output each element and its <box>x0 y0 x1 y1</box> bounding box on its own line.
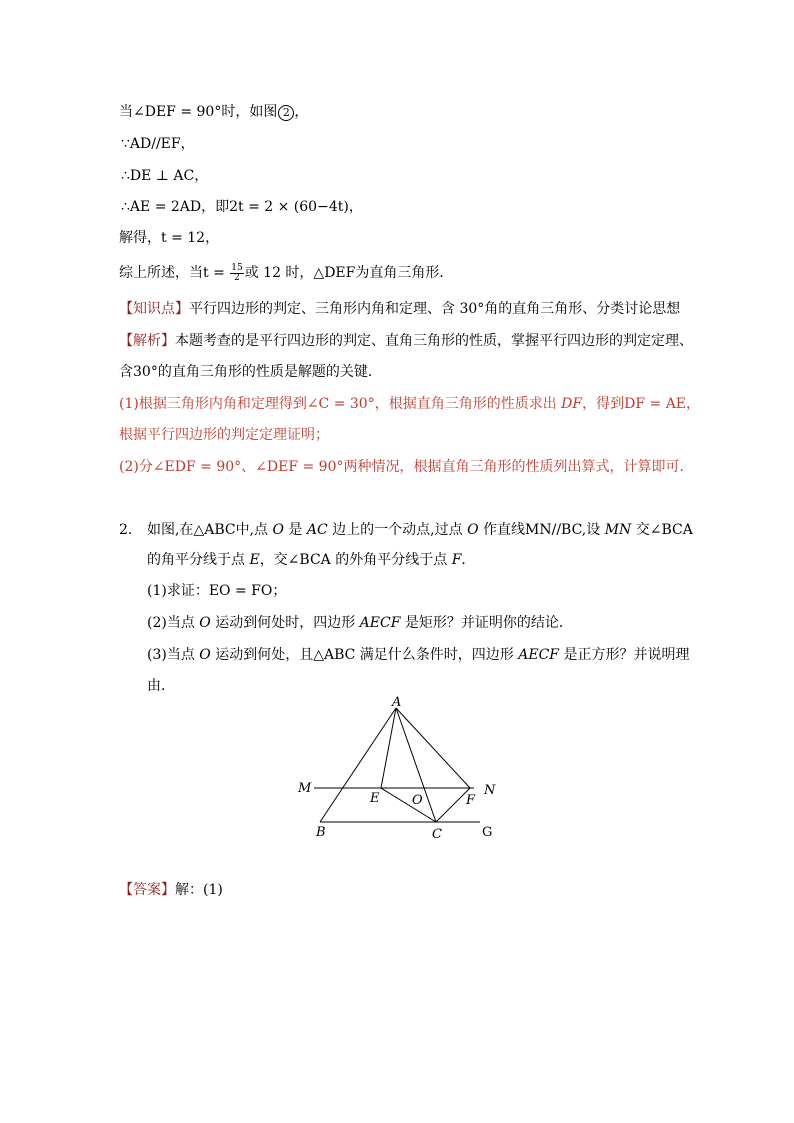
analysis-point-1: (1)根据三角形内角和定理得到∠C = 30°，根据直角三角形的性质求出 DF，得到DF = AE， <box>119 396 701 412</box>
analysis-tag: 【解析】 <box>119 333 175 349</box>
problem-2-question-3-cont: 由． <box>147 678 175 694</box>
segment-ec <box>381 788 436 822</box>
fraction-15-over-2: $\frac{15}{2}$ <box>231 262 243 283</box>
analysis-point-1-cont: 根据平行四边形的判定定理证明； <box>119 427 329 443</box>
answer-tag: 【答案】 <box>119 882 175 898</box>
label-n: N <box>484 783 496 798</box>
segment-af <box>396 708 470 788</box>
solution-line-4: ∴AE = 2AD，即2t = 2 × (60−4t)， <box>121 199 363 215</box>
knowledge-tag: 【知识点】 <box>119 301 189 317</box>
solution-line-3: ∴DE ⊥ AC， <box>121 168 209 184</box>
problem-2-question-3: (3)当点 O 运动到何处，且△ABC 满足什么条件时，四边形 AECF 是正方形？并说明理 <box>147 647 690 663</box>
solution-line-6: 综上所述，当t = $\frac{15}{2}$ 或 12 时，△DEF为直角三角形． <box>119 262 454 283</box>
problem-2-question-1: (1)求证：EO = FO； <box>147 583 287 599</box>
label-g: G <box>482 825 493 840</box>
problem-2-stem-line-1: 如图,在△ABC中,点 O 是 AC 边上的一个动点,过点 O 作直线MN//BC,设 MN 交∠BCA <box>147 522 693 538</box>
problem-2-stem-line-2: 的角平分线于点 E，交∠BCA 的外角平分线于点 F． <box>147 552 476 568</box>
label-a: A <box>392 696 402 710</box>
label-o: O <box>412 793 423 808</box>
analysis-line-2: 含30°的直角三角形的性质是解题的关键． <box>119 364 382 380</box>
answer-line: 【答案】解：(1) <box>119 882 223 898</box>
knowledge-point: 【知识点】平行四边形的判定、三角形内角和定理、含 30°角的直角三角形、分类讨论思想 <box>119 301 681 317</box>
label-e: E <box>370 791 380 806</box>
solution-line-5: 解得，t = 12， <box>119 230 220 246</box>
problem-2-question-2: (2)当点 O 运动到何处时，四边形 AECF 是矩形？并证明你的结论． <box>147 615 573 631</box>
problem-2-number: 2. <box>119 522 133 538</box>
figure-2-circle: 2 <box>278 105 294 121</box>
label-b: B <box>316 825 326 840</box>
label-f: F <box>466 793 476 808</box>
label-m: M <box>298 781 312 796</box>
solution-line-1: 当∠DEF = 90°时，如图 2 ， <box>119 104 309 120</box>
analysis-point-2: (2)分∠EDF = 90°、∠DEF = 90°两种情况，根据直角三角形的性质列出算式，计算即可． <box>119 459 694 475</box>
segment-cf <box>436 788 470 822</box>
geometry-diagram <box>290 696 510 846</box>
segment-ab <box>320 708 396 822</box>
label-c: C <box>432 827 442 842</box>
analysis-line-1: 【解析】本题考查的是平行四边形的判定、直角三角形的性质，掌握平行四边形的判定定理、 <box>119 333 693 349</box>
solution-line-2: ∵AD//EF， <box>121 136 195 152</box>
